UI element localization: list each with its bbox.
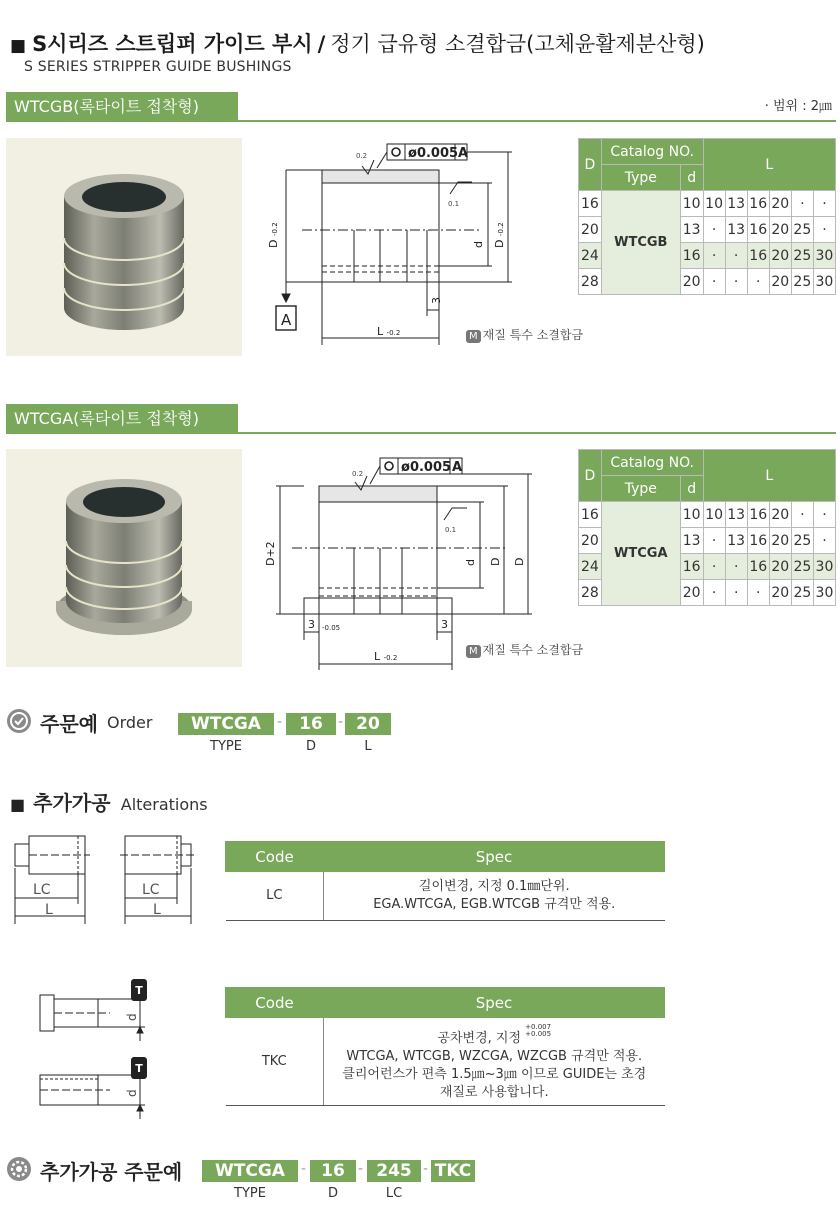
roundness-label: ø0.005 <box>401 460 452 475</box>
dim-d-label: d <box>472 241 485 248</box>
order-heading: 주문예 <box>40 712 98 736</box>
order-l-box: 20 <box>345 713 391 735</box>
table-row: 24 16 · · 16 20 25 30 <box>579 554 836 580</box>
material-badge: M <box>466 645 481 658</box>
spec-table-lc <box>225 841 665 921</box>
section-bar-wtcgb: WTCGB(록타이트 접착형) <box>6 92 238 121</box>
col-catalog: Catalog NO. <box>601 139 703 165</box>
table-row: 28 20 · · · 20 25 30 <box>579 269 836 295</box>
alt-order-d-box: 16 <box>310 1160 356 1182</box>
range-note: · 범위 : 2㎛ <box>764 99 832 114</box>
table-row: 16 WTCGB 10 10 13 16 20 · · <box>579 191 836 217</box>
alterations-square-icon: ■ <box>10 795 26 814</box>
alt-order-heading: 추가가공 주문예 <box>40 1160 183 1184</box>
lc-dim-label: LC <box>142 882 160 898</box>
table-row: 28 20 · · · 20 25 30 <box>579 580 836 606</box>
catalog-table-wtcga <box>578 449 836 606</box>
dim-3-left: 3 <box>308 618 315 631</box>
col-d: d <box>680 476 703 502</box>
title-description: 정기 급유형 소결합금(고체윤활제분산형) <box>330 32 705 56</box>
dim-D2-label: D -0.2 <box>493 222 506 248</box>
roughness-01: 0.1 <box>448 200 460 208</box>
catalog-table-wtcgb <box>578 138 836 295</box>
dim-3-right: 3 <box>441 618 448 631</box>
table-row: 24 16 · · 16 20 25 30 <box>579 243 836 269</box>
spec-cell: 길이변경, 지정 0.1㎜단위. EGA.WTCGA, EGB.WTCGB 규격만 적용. <box>324 872 665 921</box>
gear-icon <box>6 1156 32 1186</box>
dim-3-label: 3 <box>430 297 443 304</box>
alt-order-d-label: D <box>327 1186 338 1201</box>
order-type-label: TYPE <box>210 739 242 754</box>
dim-d-label: d <box>464 559 477 566</box>
datum-label: A <box>281 311 292 329</box>
col-L: L <box>703 450 835 502</box>
product-photo-wtcga <box>6 449 242 667</box>
lc-figure <box>10 828 210 928</box>
l-dim-label: L <box>45 902 53 918</box>
code-header: Code <box>226 988 324 1018</box>
table-row: 16 WTCGA 10 10 13 16 20 · · <box>579 502 836 528</box>
dim-D-label: D <box>489 557 502 566</box>
alt-order-tkc-box: TKC <box>431 1160 475 1182</box>
table-row <box>226 872 665 921</box>
dim-D-label: D -0.2 <box>267 222 280 248</box>
d-dim-label: d <box>125 1089 139 1097</box>
code-cell: TKC <box>226 1018 324 1106</box>
material-note-wtcga: M 재질 특수 소결합금 <box>466 641 583 658</box>
spec-table-tkc <box>225 987 665 1106</box>
type-cell: WTCGA <box>601 502 680 606</box>
col-d: d <box>680 165 703 191</box>
alt-order-lc-label: LC <box>385 1186 403 1201</box>
d-dim-label: d <box>125 1013 139 1021</box>
order-type-box: WTCGA <box>178 713 274 735</box>
table-row: 20 13 · 13 16 20 25 · <box>579 217 836 243</box>
roundness-label: ø0.005 <box>408 146 459 161</box>
col-type: Type <box>601 165 680 191</box>
order-separator: - <box>423 1161 429 1177</box>
roughness-01: 0.1 <box>445 526 457 534</box>
order-separator: - <box>301 1161 307 1177</box>
order-l-label: L <box>364 739 372 754</box>
datum-ref: A <box>452 460 463 475</box>
col-D: D <box>579 139 602 191</box>
page-title <box>10 28 705 58</box>
col-catalog: Catalog NO. <box>601 450 703 476</box>
alt-order-type-label: TYPE <box>234 1186 266 1201</box>
roughness-02: 0.2 <box>352 470 364 478</box>
spec-cell: 공차변경, 지정 $^{+0.007 +0.005}$ WTCGA, WTCGB, WZCGA, WZCGB 규격만 적용. 클리어런스가 편측 1.5㎛~3㎛ 이므로 GUIDE는 초경 재질로 사용합니다. <box>324 1018 665 1106</box>
order-separator: - <box>338 714 344 730</box>
section-divider <box>6 120 836 122</box>
alt-order-type-box: WTCGA <box>202 1160 298 1182</box>
title-square-icon: ■ <box>10 36 27 56</box>
type-cell: WTCGB <box>601 191 680 295</box>
roughness-02: 0.2 <box>356 152 368 160</box>
material-badge: M <box>466 330 481 343</box>
title-slash: / <box>317 32 326 56</box>
dim-D2-label: D+2 <box>264 541 277 566</box>
col-type: Type <box>601 476 680 502</box>
t-badge: T <box>135 1062 143 1075</box>
spec-header: Spec <box>324 842 665 872</box>
lc-dim-label: LC <box>33 882 51 898</box>
code-header: Code <box>226 842 324 872</box>
order-heading-en: Order <box>107 713 153 732</box>
table-row <box>226 1018 665 1106</box>
order-d-label: D <box>305 739 316 754</box>
order-separator: - <box>358 1161 364 1177</box>
datum-ref: A <box>458 146 469 161</box>
order-icon <box>6 708 32 738</box>
tkc-figure <box>30 975 200 1125</box>
section-bar-wtcga: WTCGA(록타이트 접착형) <box>6 404 238 433</box>
dim-L-label: L -0.2 <box>377 325 401 338</box>
title-series: S시리즈 스트립퍼 가이드 부시 <box>32 32 313 56</box>
t-badge: T <box>135 984 143 997</box>
col-D: D <box>579 450 602 502</box>
material-note-wtcgb: M 재질 특수 소결합금 <box>466 326 583 343</box>
section-divider <box>6 432 836 434</box>
code-cell: LC <box>226 872 324 921</box>
dim-L-label: L -0.2 <box>374 650 398 663</box>
col-L: L <box>703 139 835 191</box>
order-d-box: 16 <box>286 713 336 735</box>
product-photo-wtcgb <box>6 138 242 356</box>
dim-D-outer-label: D <box>513 557 526 566</box>
table-row: 20 13 · 13 16 20 25 · <box>579 528 836 554</box>
page-subtitle: S SERIES STRIPPER GUIDE BUSHINGS <box>24 59 292 75</box>
l-dim-label: L <box>153 902 161 918</box>
order-separator: - <box>277 714 283 730</box>
alt-order-lc-box: 245 <box>367 1160 421 1182</box>
spec-header: Spec <box>324 988 665 1018</box>
tol-05: -0.05 <box>322 624 341 632</box>
alterations-heading: ■ 추가가공 Alterations <box>10 791 208 815</box>
